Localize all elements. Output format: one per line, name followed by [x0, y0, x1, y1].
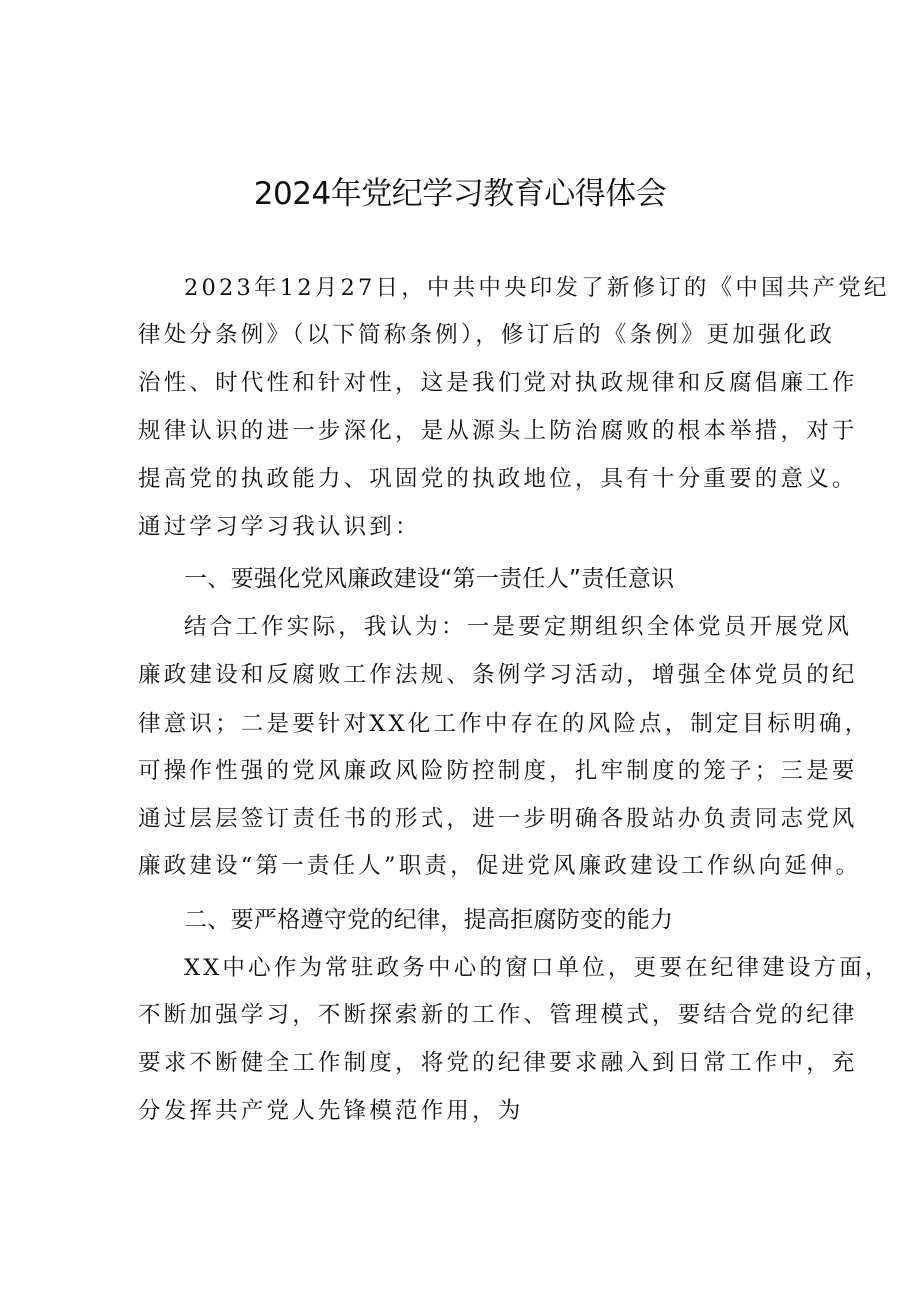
paragraph-2-line-1: 结合工作实际，我认为：一是要定期组织全体党员开展党风 [184, 614, 853, 640]
section-heading-1: 一、要强化党风廉政建设“第一责任人”责任意识 [184, 566, 675, 592]
paragraph-2-line-3: 律意识；二是要针对XX化工作中存在的风险点，制定目标明确， [138, 711, 871, 737]
paragraph-3-line-4: 分发挥共产党人先锋模范作用，为 [138, 1098, 524, 1124]
paragraph-3-line-3: 要求不断健全工作制度，将党的纪律要求融入到日常工作中，充 [138, 1050, 858, 1076]
paragraph-1-line-5: 提高党的执政能力、巩固党的执政地位，具有十分重要的意义。 [138, 466, 858, 492]
paragraph-1-line-1: 2023年12月27日，中共中央印发了新修订的《中国共产党纪 [184, 275, 890, 301]
paragraph-2-line-2: 廉政建设和反腐败工作法规、条例学习活动，增强全体党员的纪 [138, 662, 858, 688]
paragraph-2-line-5: 通过层层签订责任书的形式，进一步明确各股站办负责同志党风 [138, 806, 858, 832]
paragraph-1-line-3: 治性、时代性和针对性，这是我们党对执政规律和反腐倡廉工作 [138, 370, 858, 396]
document-title: 2024年党纪学习教育心得体会 [253, 176, 667, 212]
section-heading-2: 二、要严格遵守党的纪律，提高拒腐防变的能力 [184, 907, 674, 933]
paragraph-3-line-1: XX中心作为常驻政务中心的窗口单位，更要在纪律建设方面， [184, 955, 891, 981]
paragraph-3-line-2: 不断加强学习，不断探索新的工作、管理模式，要结合党的纪律 [138, 1002, 858, 1028]
paragraph-2-line-4: 可操作性强的党风廉政风险防控制度，扎牢制度的笼子；三是要 [138, 758, 858, 784]
paragraph-1-line-4: 规律认识的进一步深化，是从源头上防治腐败的根本举措，对于 [138, 418, 858, 444]
paragraph-1-line-2: 律处分条例》（以下简称条例），修订后的《条例》更加强化政 [138, 322, 836, 348]
paragraph-1-line-6: 通过学习学习我认识到： [138, 514, 421, 540]
paragraph-2-line-6: 廉政建设“第一责任人”职责，促进党风廉政建设工作纵向延伸。 [138, 853, 862, 879]
